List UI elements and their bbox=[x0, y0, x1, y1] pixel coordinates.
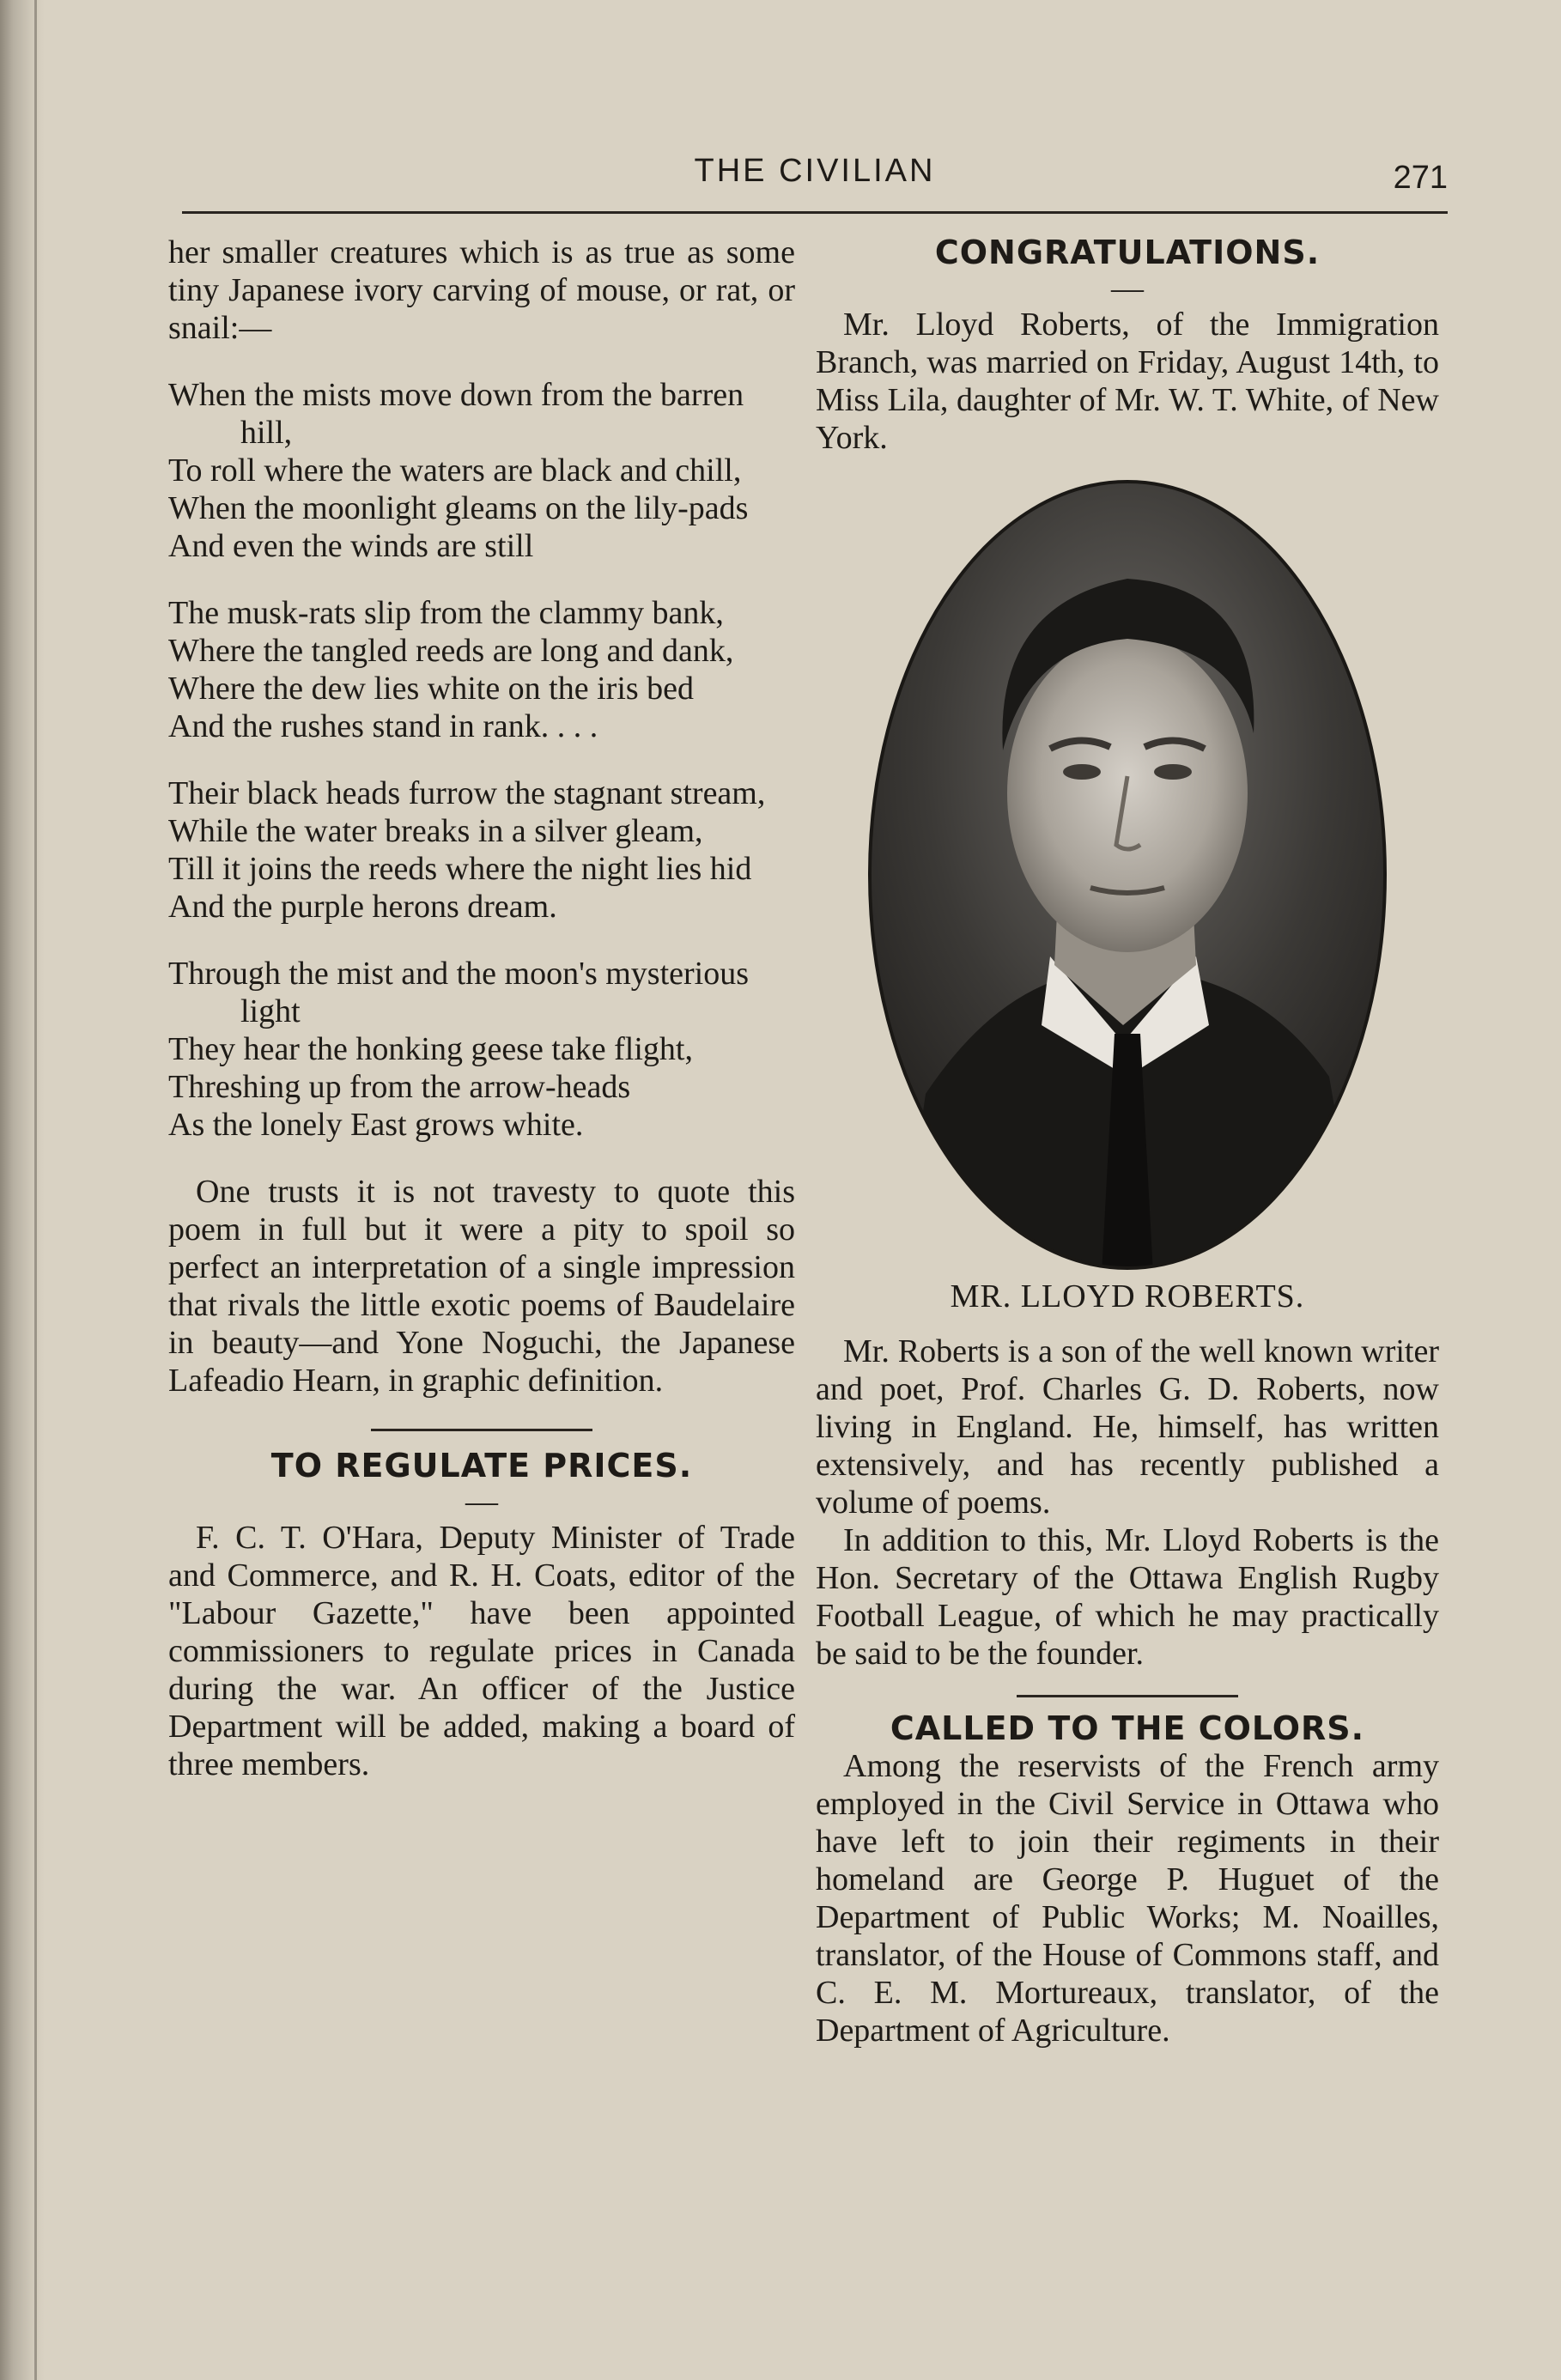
poem-commentary: One trusts it is not travesty to quote this poem in full but it were a pity to spoil so perfect an interpretation of a single impression that rivals the little exotic poems of Baudelaire in beauty—and Yone Noguchi, the Japanese Lafeadio Hearn, in graphic definition. bbox=[168, 1174, 795, 1399]
congratulations-dash: — bbox=[1111, 270, 1144, 307]
left-column bbox=[168, 234, 795, 1783]
page-gutter-shadow bbox=[0, 0, 45, 2380]
poem-line: When the mists move down from the barren hill, bbox=[168, 377, 744, 451]
header-rule bbox=[182, 211, 1448, 214]
colors-heading: CALLED TO THE COLORS. bbox=[890, 1709, 1365, 1747]
poem-line: To roll where the waters are black and chill, bbox=[168, 452, 742, 489]
poem-line: While the water breaks in a silver gleam, bbox=[168, 813, 703, 849]
page-number: 271 bbox=[1393, 160, 1448, 196]
running-header bbox=[182, 153, 1448, 197]
poem-line: Their black heads furrow the stagnant stream, bbox=[168, 775, 766, 811]
right-column bbox=[816, 234, 1439, 2049]
poem-line: Through the mist and the moon's mysterious light bbox=[168, 956, 750, 1029]
prices-dash: — bbox=[465, 1484, 498, 1520]
section-divider bbox=[1017, 1695, 1238, 1697]
colors-article: Among the reservists of the French army employed in the Civil Service in Ottawa who have left to join their regiments in their homeland are George P. Huguet of the Department of Public Works; M. Noailles, translator, of the House of Commons staff, and C. E. M. Mortureaux, translator, of the Department of Agriculture. bbox=[816, 1748, 1439, 2049]
poem-stanza-4 bbox=[168, 955, 795, 1144]
poem-line: And the rushes stand in rank. . . . bbox=[168, 708, 598, 744]
portrait-caption: MR. LLOYD ROBERTS. bbox=[950, 1278, 1305, 1314]
poem-line: They hear the honking geese take flight, bbox=[168, 1031, 693, 1067]
poem-line: Where the dew lies white on the iris bed bbox=[168, 671, 695, 707]
roberts-paragraph-2: In addition to this, Mr. Lloyd Roberts is the Hon. Secretary of the Ottawa English Rugby Football League, of which he may practically be said to be the founder. bbox=[816, 1522, 1439, 1672]
binding-edge bbox=[34, 0, 37, 2380]
congratulations-heading: CONGRATULATIONS. bbox=[934, 234, 1321, 271]
poem-line: And the purple herons dream. bbox=[168, 889, 557, 925]
poem-line: The musk-rats slip from the clammy bank, bbox=[168, 595, 724, 631]
poem-line: And even the winds are still bbox=[168, 528, 534, 564]
poem-line: As the lonely East grows white. bbox=[168, 1107, 584, 1143]
poem-line: When the moonlight gleams on the lily-pads bbox=[168, 490, 749, 526]
portrait-photo bbox=[866, 476, 1389, 1274]
prices-article: F. C. T. O'Hara, Deputy Minister of Trade and Commerce, and R. H. Coats, editor of the "Labour Gazette," have been appointed commissioners to regulate prices in Canada during the war. An officer of the Justice Department will be added, making a board of three members. bbox=[168, 1520, 795, 1782]
poem-stanza-2 bbox=[168, 594, 795, 745]
section-divider bbox=[371, 1429, 592, 1431]
poem-line: Where the tangled reeds are long and dank, bbox=[168, 633, 734, 669]
journal-title: THE CIVILIAN bbox=[694, 153, 936, 189]
prices-heading: TO REGULATE PRICES. bbox=[270, 1447, 693, 1484]
roberts-paragraph-1: Mr. Roberts is a son of the well known writer and poet, Prof. Charles G. D. Roberts, now living in England. He, himself, has written extensively, and has recently published a volume of poems. bbox=[816, 1333, 1439, 1521]
poem-stanza-1 bbox=[168, 376, 795, 565]
portrait-image bbox=[866, 476, 1389, 1274]
poem-line: Threshing up from the arrow-heads bbox=[168, 1069, 631, 1105]
poem-stanza-3 bbox=[168, 774, 795, 926]
poem-line: Till it joins the reeds where the night lies hid bbox=[168, 851, 752, 887]
congratulations-article: Mr. Lloyd Roberts, of the Immigration Branch, was married on Friday, August 14th, to Miss Lila, daughter of Mr. W. T. White, of New York. bbox=[816, 307, 1439, 456]
poem-intro: her smaller creatures which is as true as some tiny Japanese ivory carving of mouse, or rat, or snail:— bbox=[168, 234, 795, 346]
